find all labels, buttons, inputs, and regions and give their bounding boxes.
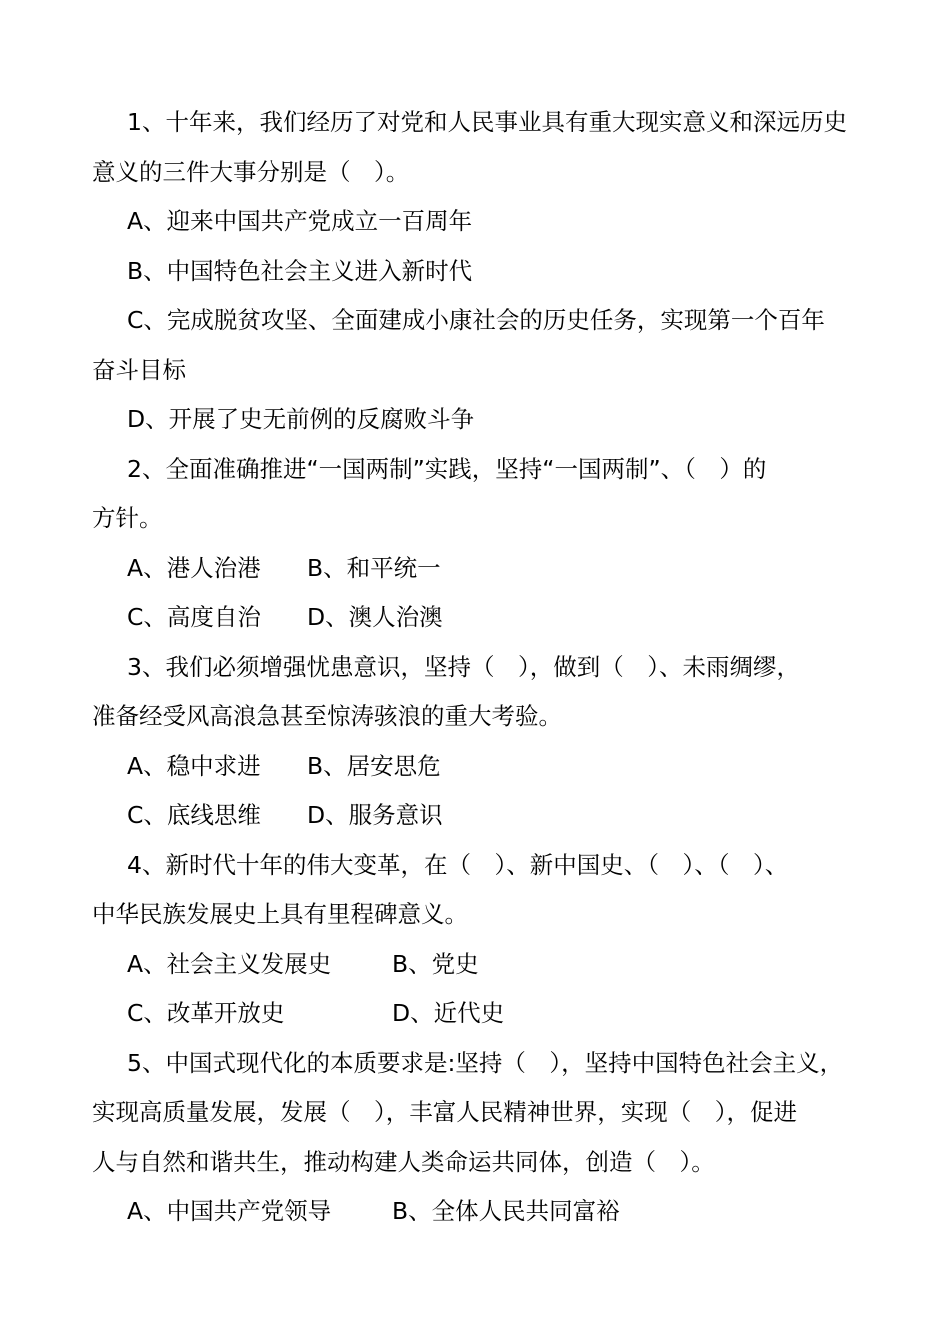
- question-1-stem-line-2: 意义的三件大事分别是（ ）。: [92, 157, 410, 186]
- question-2-options-row-1: [92, 544, 862, 594]
- question-3-stem-line-2: 准备经受风高浪急甚至惊涛骇浪的重大考验。: [92, 702, 562, 730]
- question-5-stem-line-1: 5、中国式现代化的本质要求是:坚持（ ），坚持中国特色社会主义，: [127, 1048, 844, 1077]
- question-1-option-b: B、中国特色社会主义进入新时代: [127, 256, 473, 285]
- question-4-option-d: D、近代史: [392, 999, 505, 1027]
- question-5-stem-line-2: 实现高质量发展，发展（ ），丰富人民精神世界，实现（ ），促进: [92, 1098, 797, 1126]
- question-2-option-c: C、高度自治: [127, 603, 261, 631]
- question-5-options-row-1: [92, 1187, 862, 1237]
- question-3-option-a: A、稳中求进: [127, 751, 261, 780]
- question-4-option-a: A、社会主义发展史: [127, 949, 332, 978]
- question-3-options-row-2: [92, 791, 862, 841]
- question-1-option-a: A、迎来中国共产党成立一百周年: [127, 207, 473, 235]
- question-4-options-row-2: [92, 989, 862, 1039]
- question-1-option-d: D、开展了史无前例的反腐败斗争: [127, 405, 475, 433]
- question-4-option-c: C、改革开放史: [127, 999, 285, 1027]
- question-3-options-row-1: [92, 742, 862, 792]
- question-2-stem-line-2: 方针。: [92, 504, 163, 532]
- question-3-option-d: D、服务意识: [307, 801, 443, 829]
- question-5-stem-line-3: 人与自然和谐共生，推动构建人类命运共同体，创造（ ）。: [92, 1147, 715, 1176]
- question-2-options-row-2: [92, 593, 862, 643]
- question-4-options-row-1: [92, 940, 862, 990]
- question-1-stem-line-1: 1、十年来，我们经历了对党和人民事业具有重大现实意义和深远历史: [127, 108, 847, 136]
- question-3-option-c: C、底线思维: [127, 801, 261, 829]
- question-1-option-c: C、完成脱贫攻坚、全面建成小康社会的历史任务，实现第一个百年: [127, 306, 825, 334]
- question-5-option-b: B、全体人民共同富裕: [392, 1197, 620, 1225]
- question-list: [92, 98, 862, 1237]
- question-4-stem-line-1: 4、新时代十年的伟大变革，在（ ）、新中国史、（ ）、（ ）、: [127, 850, 789, 879]
- question-2-option-a: A、港人治港: [127, 553, 261, 582]
- question-1-option-c-continued: 奋斗目标: [92, 355, 186, 384]
- question-3-option-b: B、居安思危: [307, 751, 441, 780]
- question-2-option-b: B、和平统一: [307, 553, 441, 582]
- question-4-stem-line-2: 中华民族发展史上具有里程碑意义。: [92, 900, 468, 928]
- question-4-option-b: B、党史: [392, 949, 479, 978]
- question-2-stem-line-1: 2、全面准确推进“一国两制”实践，坚持“一国两制”、（ ）的: [127, 454, 767, 483]
- question-2-option-d: D、澳人治澳: [307, 603, 443, 631]
- question-5-option-a: A、中国共产党领导: [127, 1197, 332, 1225]
- question-3-stem-line-1: 3、我们必须增强忧患意识，坚持（ ），做到（ ）、未雨绸缪，: [127, 652, 800, 681]
